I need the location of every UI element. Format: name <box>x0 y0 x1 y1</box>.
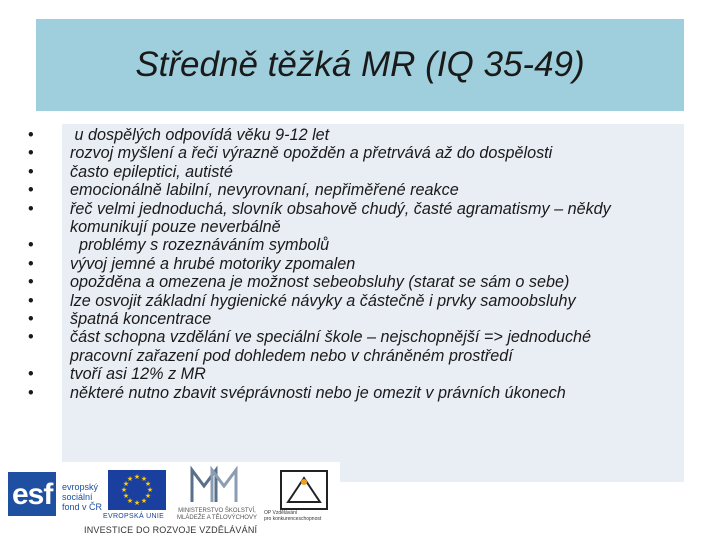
bullet-item <box>28 292 678 310</box>
bullet-dot: • <box>28 365 34 384</box>
bullet-list <box>28 126 678 402</box>
svg-text:★: ★ <box>126 497 134 505</box>
bullet-item <box>28 236 678 254</box>
title-bar <box>36 19 684 111</box>
bullet-dot: • <box>28 199 34 218</box>
bullet-item <box>28 328 678 365</box>
bullet-text: některé nutno zbavit svéprávnosti nebo je omezit v právních úkonech <box>70 383 566 402</box>
bullet-dot: • <box>28 273 34 292</box>
svg-text:★: ★ <box>146 486 154 494</box>
op-logo-icon <box>280 470 328 510</box>
bullet-text: řeč velmi jednoduchá, slovník obsahově chudý, časté agramatismy – někdy komunikují pouze neverbálně <box>70 199 611 237</box>
svg-text:★: ★ <box>144 480 152 488</box>
bullet-dot: • <box>28 236 34 255</box>
bullet-text: lze osvojit základní hygienické návyky a částečně i prvky samoobsluhy <box>70 291 576 310</box>
bullet-dot: • <box>28 291 34 310</box>
bullet-text: rozvoj myšlení a řeči výrazně opožděn a přetrvává až do dospělosti <box>70 144 553 163</box>
bullet-text: opožděna a omezena je možnost sebeobsluhy (starat se sám o sebe) <box>70 273 570 292</box>
svg-text:★: ★ <box>120 486 128 494</box>
bullet-item <box>28 273 678 291</box>
svg-text:★: ★ <box>144 492 152 500</box>
bullet-dot: • <box>28 310 34 329</box>
bullet-text: špatná koncentrace <box>70 310 212 329</box>
svg-text:★: ★ <box>133 499 141 507</box>
msmt-caption: MINISTERSTVO ŠKOLSTVÍ, MLÁDEŽE A TĚLOVÝCHOVY <box>177 508 257 521</box>
bullet-text: u dospělých odpovídá věku 9-12 let <box>70 126 330 144</box>
bullet-text: vývoj jemné a hrubé motoriky zpomalen <box>70 254 356 273</box>
bullet-dot: • <box>28 144 34 163</box>
bullet-dot: • <box>28 162 34 181</box>
bullet-text: často epileptici, autisté <box>70 162 233 181</box>
bullet-dot: • <box>28 383 34 402</box>
bullet-item <box>28 163 678 181</box>
eu-flag-icon <box>108 470 166 510</box>
svg-text:★: ★ <box>140 497 148 505</box>
svg-text:★: ★ <box>122 480 130 488</box>
bullet-item <box>28 181 678 199</box>
bullet-item <box>28 310 678 328</box>
bullet-item <box>28 126 678 144</box>
bullet-text: problémy s rozeznáváním symbolů <box>70 236 330 255</box>
bullet-text: část schopna vzdělání ve speciální škole – nejschopnější => jednoduché pracovní zařazení pod dohledem nebo v chráněném prostředí <box>70 328 592 365</box>
bullet-item <box>28 384 678 402</box>
esf-caption: evropský sociální fond v ČR <box>62 482 103 512</box>
svg-text:★: ★ <box>126 475 134 483</box>
esf-logo-text: esf <box>12 478 53 511</box>
bullet-item <box>28 200 678 237</box>
eu-caption: EVROPSKÁ UNIE <box>103 513 165 520</box>
bullet-dot: • <box>28 126 34 144</box>
msmt-logo-icon <box>186 466 242 506</box>
bullet-item <box>28 365 678 383</box>
bullet-text: tvoří asi 12% z MR <box>70 365 206 384</box>
bullet-dot: • <box>28 254 34 273</box>
bullet-item <box>28 255 678 273</box>
bullet-dot: • <box>28 328 34 347</box>
bullet-text: emocionálně labilní, nevyrovnaní, nepřiměřené reakce <box>70 181 459 200</box>
bullet-dot: • <box>28 181 34 200</box>
investice-caption: INVESTICE DO ROZVOJE VZDĚLÁVÁNÍ <box>84 525 258 535</box>
svg-text:★: ★ <box>122 492 130 500</box>
svg-text:★: ★ <box>140 475 148 483</box>
slide-title: Středně těžká MR (IQ 35-49) <box>135 45 585 84</box>
svg-text:★: ★ <box>133 473 141 481</box>
bullet-item <box>28 144 678 162</box>
op-caption: OP Vzdělávání pro konkurenceschopnost <box>264 510 322 522</box>
